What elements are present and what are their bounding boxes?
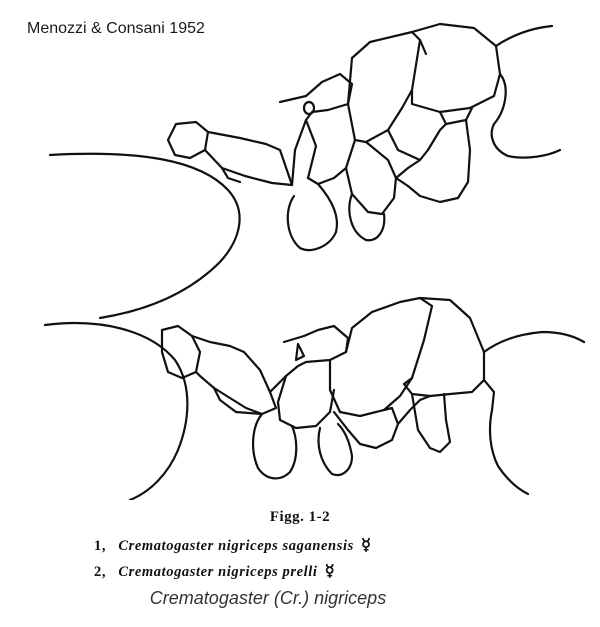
fig1-pronotum bbox=[205, 132, 292, 185]
fig2-gaster bbox=[484, 332, 584, 352]
figure-label: Figg. 1-2 bbox=[269, 509, 331, 525]
worker-symbol-icon: ☿ bbox=[361, 537, 372, 554]
fig2-coxa-1 bbox=[253, 414, 296, 478]
fig2-dorsal-plate-2 bbox=[404, 298, 484, 396]
fig1-coxa-2 bbox=[349, 194, 384, 240]
fig1-lower-cell-3 bbox=[396, 124, 446, 178]
caption-1-name: Crematogaster nigriceps saganensis bbox=[118, 538, 354, 554]
caption-2-name: Crematogaster nigriceps prelli bbox=[118, 564, 318, 580]
caption-line-1 bbox=[94, 535, 371, 555]
fig1-dorsal-plate-1 bbox=[348, 32, 420, 142]
species-name: Crematogaster (Cr.) nigriceps bbox=[149, 588, 387, 608]
fig1-lower-cell-2 bbox=[346, 142, 396, 214]
fig2-lower-cell-1 bbox=[278, 376, 334, 428]
fig1-coxa-1 bbox=[288, 184, 337, 250]
caption-line-2 bbox=[94, 561, 335, 581]
fig2-coxa-2 bbox=[319, 424, 353, 475]
fig2-spine bbox=[270, 326, 348, 392]
fig1-head-outline bbox=[50, 154, 240, 318]
fig1-neck-plate bbox=[168, 122, 208, 158]
fig2-dorsal-plate-1 bbox=[330, 298, 432, 416]
fig1-gaster bbox=[496, 26, 552, 46]
author-credit: Menozzi & Consani 1952 bbox=[27, 20, 205, 37]
caption-2-number: 2, bbox=[94, 564, 107, 580]
fig1-dorsal-plate-2 bbox=[412, 24, 500, 112]
figure-1-drawing bbox=[50, 24, 560, 318]
fig2-pronotum bbox=[192, 336, 276, 414]
fig1-spine bbox=[280, 74, 352, 185]
worker-symbol-icon: ☿ bbox=[324, 563, 336, 580]
fig2-head-outline bbox=[45, 323, 187, 500]
caption-1-number: 1, bbox=[94, 538, 107, 554]
figure-2-drawing bbox=[45, 298, 584, 500]
